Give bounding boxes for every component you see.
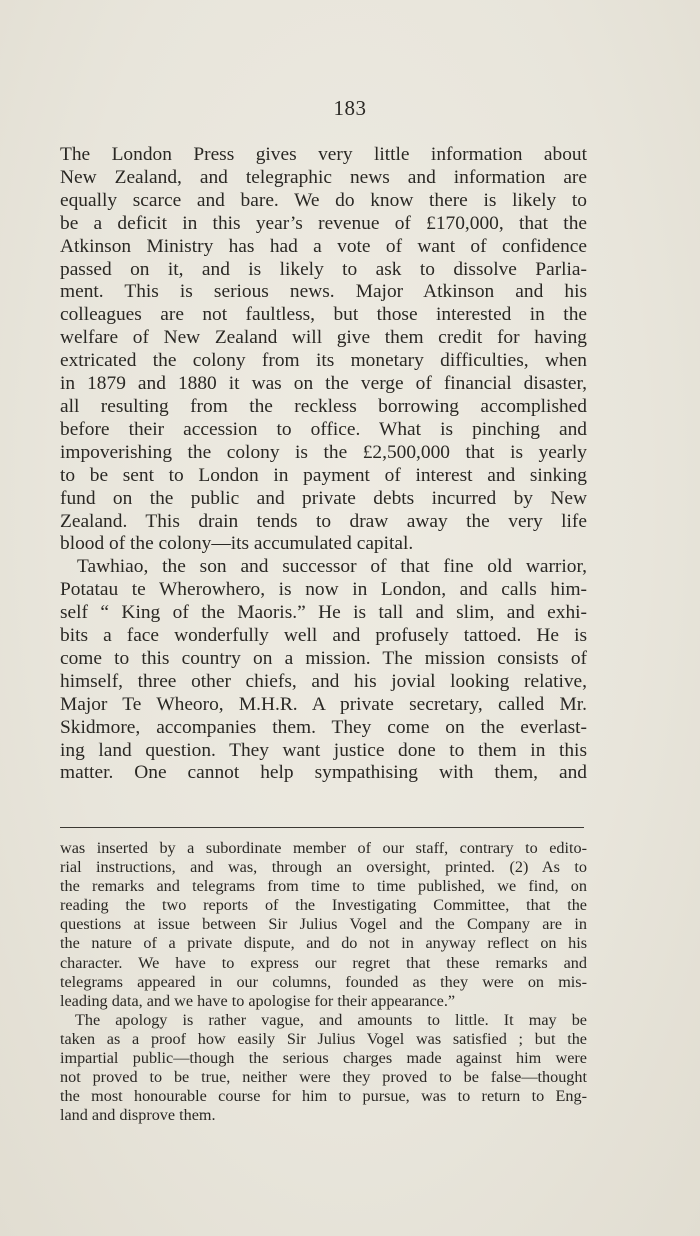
footnote-line: The apology is rather vague, and amounts to little. It may be [75, 1010, 587, 1029]
text-line: passed on it, and is likely to ask to dissolve Parlia- [60, 258, 587, 280]
text-line: Skidmore, accompanies them. They come on the everlast- [60, 716, 587, 738]
text-line: Tawhiao, the son and successor of that fine old warrior, [77, 556, 587, 578]
footnote-line: the nature of a private dispute, and do not in anyway reflect on his [60, 934, 587, 953]
text-line: welfare of New Zealand will give them credit for having [60, 327, 587, 349]
footnote-line: taken as a proof how easily Sir Julius Vogel was satisfied ; but the [60, 1029, 587, 1048]
text-line: himself, three other chiefs, and his jovial looking relative, [60, 670, 587, 692]
text-line: Major Te Wheoro, M.H.R. A private secretary, called Mr. [60, 693, 587, 715]
text-line: fund on the public and private debts incurred by New [60, 487, 587, 509]
text-line: Potatau te Wherowhero, is now in London, and calls him- [60, 579, 587, 601]
text-line: self “ King of the Maoris.” He is tall and slim, and exhi- [60, 602, 587, 624]
footnote-line: land and disprove them. [60, 1106, 216, 1125]
footnote-line: leading data, and we have to apologise for their appearance.” [60, 991, 456, 1010]
text-line: come to this country on a mission. The mission consists of [60, 647, 587, 669]
footnote-line: not proved to be true, neither were they proved to be false—thought [60, 1068, 587, 1087]
text-line: ing land question. They want justice done to them in this [60, 739, 587, 761]
page-number: 183 [333, 96, 367, 120]
text-line: Zealand. This drain tends to draw away the very life [60, 510, 587, 532]
text-line: all resulting from the reckless borrowing accomplished [60, 395, 587, 417]
footnote [60, 839, 587, 1125]
text-line: matter. One cannot help sympathising with them, and [60, 762, 587, 784]
footnote-divider [60, 827, 584, 828]
text-line: Atkinson Ministry has had a vote of want of confidence [60, 235, 587, 257]
text-line: extricated the colony from its monetary difficulties, when [60, 350, 587, 372]
main-text [60, 144, 587, 785]
footnote-line: reading the two reports of the Investigating Committee, that the [60, 896, 587, 915]
footnote-line: questions at issue between Sir Julius Vogel and the Company are in [60, 915, 587, 934]
text-line: colleagues are not faultless, but those interested in the [60, 304, 587, 326]
footnote-line: the remarks and telegrams from time to time published, we find, on [60, 877, 587, 896]
text-line: The London Press gives very little information about [60, 144, 587, 165]
text-line: be a deficit in this year’s revenue of £170,000, that the [60, 212, 587, 234]
footnote-line: was inserted by a subordinate member of our staff, contrary to edito- [60, 839, 587, 857]
footnote-line: character. We have to express our regret that these remarks and [60, 953, 587, 972]
text-line: to be sent to London in payment of interest and sinking [60, 464, 587, 486]
text-line: bits a face wonderfully well and profusely tattoed. He is [60, 625, 587, 647]
footnote-line: rial instructions, and was, through an oversight, printed. (2) As to [60, 858, 587, 877]
text-line: New Zealand, and telegraphic news and information are [60, 166, 587, 188]
text-line: impoverishing the colony is the £2,500,000 that is yearly [60, 441, 587, 463]
text-line: before their accession to office. What is pinching and [60, 418, 587, 440]
text-line: ment. This is serious news. Major Atkinson and his [60, 281, 587, 303]
text-line: in 1879 and 1880 it was on the verge of financial disaster, [60, 373, 587, 395]
footnote-line: the most honourable course for him to pursue, was to return to Eng- [60, 1087, 587, 1106]
footnote-line: impartial public—though the serious charges made against him were [60, 1049, 587, 1068]
text-line: blood of the colony—its accumulated capital. [60, 533, 414, 555]
footnote-line: telegrams appeared in our columns, founded as they were on mis- [60, 972, 587, 991]
text-line: equally scarce and bare. We do know there is likely to [60, 189, 587, 211]
